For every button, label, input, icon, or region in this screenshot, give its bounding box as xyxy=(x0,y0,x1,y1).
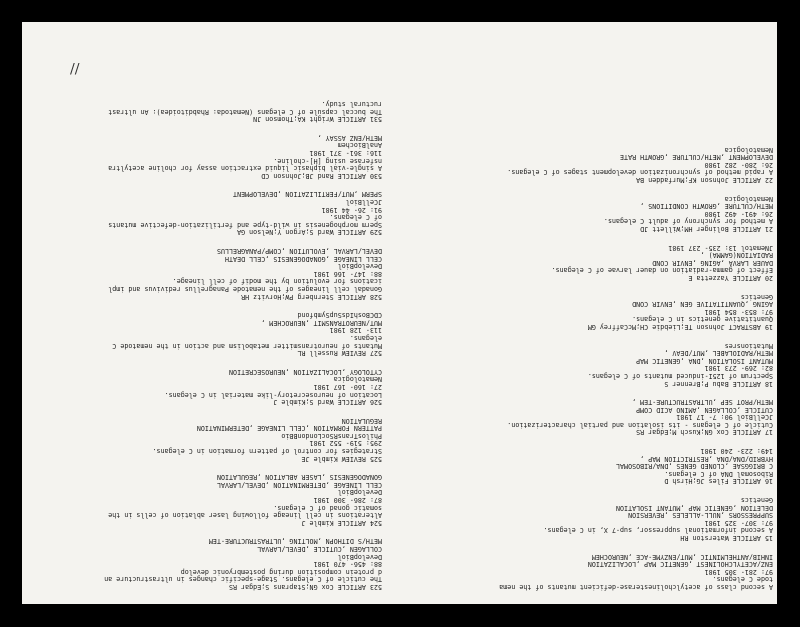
citation-line: somatic gonad of C elegans. xyxy=(273,503,382,512)
citation-line: PhilosTransRSocLondonBBio xyxy=(281,431,382,440)
citation-line: 87: 286- 300 1981 xyxy=(313,496,382,505)
citation-line: 526 ARTICLE Ward S;Kimble J xyxy=(273,398,382,407)
citation-line: GONADOGENESIS ,LASER ABLATION ,REGULATION xyxy=(216,473,382,482)
citation-line: 20 ARTICLE Yazzetta E xyxy=(688,274,773,282)
citation-line: The cuticle of C elegans. Stage-specific changes in ultrastructure an xyxy=(104,575,382,584)
citation-entry xyxy=(418,243,773,281)
citation-entry xyxy=(27,133,382,179)
citation-line: 149: 223- 240 1981 xyxy=(700,447,773,456)
citation-line: JCellBiol xyxy=(345,198,382,207)
left-column xyxy=(418,134,773,590)
margin-mark: // xyxy=(70,60,80,76)
citation-line: PATTERN FORMATION ,CELL LINEAGE ,DETERMINATION xyxy=(196,424,382,433)
citation-line: The buccal capsule of C elegans (Nematoda: Rhabditoidea): An ultrast xyxy=(108,107,382,116)
citation-line: Spectrum of 125I-induced mutants of C elegans. xyxy=(587,371,773,380)
citation-entry xyxy=(27,416,382,462)
citation-entry xyxy=(27,190,382,236)
citation-line: HYBRID/DNA/DNA ,RESTRICTION MAP , xyxy=(640,454,773,463)
citation-line: MUT/NEUROTRANSMIT ,NEUROCHEM , xyxy=(261,318,382,327)
citation-line: 529 ARTICLE Ward S;Argon Y;Nelson GA xyxy=(237,228,382,237)
citation-line: COLLAGEN ,CUTICLE ,DEVEL/LARVAL xyxy=(257,545,382,554)
citation-line: 97: 281- 305 1981 xyxy=(704,567,773,576)
citation-line: INHIB/ANTHELMINTIC ,MUT/ENZYME-ACE ,NEUROCHEM xyxy=(591,552,773,561)
citation-line: CELL LINEAGE ,GONADOGENESIS ,CELL DEATH xyxy=(224,254,382,263)
citation-line: METH/CULTURE ,GROWTH CONDITIONS , xyxy=(640,202,773,211)
citation-entry xyxy=(27,367,382,405)
citation-line: ENZ/ACETYLCHOLINEST ,GENETIC MAP ,LOCALIZATION xyxy=(587,560,773,569)
citation-line: REGULATION xyxy=(341,416,382,425)
citation-line: 97: 853- 854 1981 xyxy=(704,307,773,316)
citation-line: 524 ARTICLE Kimble J xyxy=(301,518,382,527)
citation-line: Effect of gamma-radiation on dauer larvae of C elegans. xyxy=(551,266,773,275)
citation-line: d protein composition during postembryonic develop xyxy=(180,567,382,576)
citation-line: 523 ARTICLE Cox GN;Staprans S;Edgar RS xyxy=(229,583,382,591)
citation-entry xyxy=(27,311,382,357)
citation-line: 91: 26- 44 1981 xyxy=(321,205,382,214)
citation-entry xyxy=(27,100,382,123)
citation-line: CDCBoshIdsSupSymbfond xyxy=(297,311,382,320)
citation-entry xyxy=(418,552,773,590)
citation-line: Sperm morphogenesis in wild-type and fertilization-defective mutants xyxy=(108,220,382,229)
citation-line: Alterations in cell lineage following laser ablation of cells in the xyxy=(108,511,382,520)
citation-line: Quantitative genetics in C elegans. xyxy=(632,315,773,324)
citation-line: A rapid method of synchronization development stages of C elegans. xyxy=(507,168,773,177)
citation-line: A single-vial biphasic liquid extraction assay for choline acetyltra xyxy=(108,164,382,173)
citation-line: ications for evolution by the modif of cell lineage. xyxy=(172,277,382,286)
citation-entry xyxy=(418,398,773,436)
citation-line: SUPPRESSORS ,NULL-ALLELES ,REVERSION xyxy=(628,511,773,520)
citation-line: JNematol 13: 235- 237 1981 xyxy=(668,243,773,252)
citation-line: Genetics xyxy=(740,496,773,505)
citation-line: 26: 280- 282 1980 xyxy=(704,160,773,169)
citation-line: 22 ARTICLE Johnson KF;Murfadden BA xyxy=(636,176,773,185)
citation-line: MUTANT ISOLATION ,DNA ,GENETIC MAP xyxy=(636,356,773,365)
citation-line: METH/RADIOLABEL ,MUT/DEAV , xyxy=(664,349,773,358)
citation-line: 113- 128 1981 xyxy=(329,326,382,335)
citation-line: 295: 519- 552 1981 xyxy=(309,439,382,448)
citation-line: 19 ABSTRACT Johnson TE;Liebdie CH;McCaffrey GM xyxy=(587,322,773,331)
citation-line: Nematologica xyxy=(724,194,773,203)
citation-line: 26: 491- 492 1980 xyxy=(704,209,773,218)
citation-line: 527 REVIEW Russell RL xyxy=(297,349,382,358)
citation-line: elegans. xyxy=(349,333,382,342)
citation-line: DEVELOPMENT ,METH/CULTURE ,GROWTH RATE xyxy=(620,153,773,162)
citation-line: tode C elegans. xyxy=(712,575,773,584)
citation-line: RADIATION(GAMMA) , xyxy=(700,251,773,260)
citation-line: CYTOLOGY ,LOCALIZATION ,NEUROSECRETION xyxy=(229,367,382,376)
citation-line: 528 ARTICLE Sternberg PW;Horvitz HR xyxy=(241,292,382,301)
citation-line: METH/S DITHOPN ,MOLTING ,ULTRASTRUCTURE-TEM xyxy=(208,537,382,546)
citation-line: Gonadal cell lineages of the nematode Panagrellus redivivus and impl xyxy=(108,285,382,293)
citation-entry xyxy=(418,447,773,485)
citation-line: Mutationsres xyxy=(724,341,773,350)
citation-line: 16 ARTICLE Files JG;Hirsh D xyxy=(664,477,773,486)
citation-line: 525 REVIEW Kimble JE xyxy=(301,454,382,463)
citation-entry xyxy=(27,537,382,590)
citation-entry xyxy=(418,341,773,387)
citation-line: METH/ENZ ASSAY , xyxy=(317,133,382,142)
citation-line: Nematologica xyxy=(333,375,382,384)
citation-line: Location of neurosecretory-like material in C elegans. xyxy=(164,390,382,399)
citation-entry xyxy=(27,246,382,299)
citation-line: 17 ARTICLE Cox GN;Kusch M;Edgar RS xyxy=(636,428,773,437)
citation-line: DELETION ,GENETIC MAP ,MUTANT ISOLATION xyxy=(615,503,773,512)
citation-line: CUTICLE ,COLLAGEN ,AMINO ACID COMP xyxy=(636,405,773,414)
citation-line: A second informational suppressor, sup-7 X, in C elegans. xyxy=(543,526,773,535)
citation-line: Nematologica xyxy=(724,145,773,154)
citation-line: 27: 160- 167 1981 xyxy=(313,382,382,391)
citation-line: Ribosomal DNA of C elegans. xyxy=(664,469,773,478)
citation-line: 97: 307- 325 1981 xyxy=(704,518,773,527)
citation-line: 530 ARTICLE Rand JB;Johnson CD xyxy=(261,171,382,180)
citation-line: DevelopBiol xyxy=(337,262,382,271)
citation-line: A second class of acetylcholinesterase-deficient mutants of the nema xyxy=(499,583,773,591)
citation-line: METH/PROT SEP ,ULTRASTRUCTURE-TEM , xyxy=(632,398,773,407)
citation-line: 531 ARTICLE Wright KA;Thomson JN xyxy=(253,115,382,124)
citation-entry xyxy=(27,473,382,526)
citation-line: DevelopBiol xyxy=(337,488,382,497)
citation-line: Genetics xyxy=(740,292,773,301)
inverted-print-area xyxy=(22,22,777,604)
scanned-page xyxy=(22,22,777,604)
citation-line: Cuticle of C elegans - its isolation and partial characterization. xyxy=(507,420,773,429)
citation-line: 88: 147- 166 1981 xyxy=(313,269,382,278)
citation-line: AnalBiochem xyxy=(337,141,382,150)
citation-line: CELL LINEAGE ,DETERMINATION ,DEVEL/LARVAL xyxy=(216,480,382,489)
citation-line: 116: 361- 371 1981 xyxy=(309,149,382,158)
citation-entry xyxy=(418,292,773,330)
citation-line: JCellBiol 90: 7- 17 1981 xyxy=(676,413,773,422)
citation-line: 15 ARTICLE Waterston RH xyxy=(680,534,773,543)
citation-line: 88: 456- 470 1981 xyxy=(313,560,382,569)
citation-entry xyxy=(418,145,773,183)
right-column xyxy=(27,89,382,590)
citation-line: DAUER LARVA ,AGING ,ENVIR COND xyxy=(652,258,773,267)
citation-line: 18 ARTICLE Babu P;Brenner S xyxy=(664,379,773,388)
citation-line: ructural study. xyxy=(321,100,382,109)
citation-line: Mutants of neurotransmitter metabolism and action in the nematode C xyxy=(112,341,382,350)
citation-line: AGING ,QUANTITATIVE GEN ,ENVIR COND xyxy=(632,300,773,309)
citation-line: 21 ARTICLE Bolinger HM;Willett JD xyxy=(640,225,773,234)
citation-line: DEVEL/LARVAL ,EVOLUTION ,COMP/PANAGRELLUS xyxy=(216,247,382,256)
citation-line: C BRIGGSAE ,CLONED GENES ,DNA/RIBOSOMAL xyxy=(615,462,773,471)
citation-entry xyxy=(418,194,773,232)
citation-entry xyxy=(418,495,773,541)
citation-line: 82: 269- 273 1981 xyxy=(704,364,773,373)
citation-line: A method for synchrony of adult C elegans. xyxy=(603,217,773,226)
citation-line: Strategies for control of pattern formation in C elegans. xyxy=(152,447,382,456)
citation-line: nsferase using [H]-choline. xyxy=(273,156,382,165)
citation-line: of C elegans. xyxy=(329,213,382,222)
citation-line: SPERM ,MUT/FERTILIZATION ,DEVELOPMENT xyxy=(233,190,382,199)
citation-line: DevelopBiol xyxy=(337,552,382,561)
